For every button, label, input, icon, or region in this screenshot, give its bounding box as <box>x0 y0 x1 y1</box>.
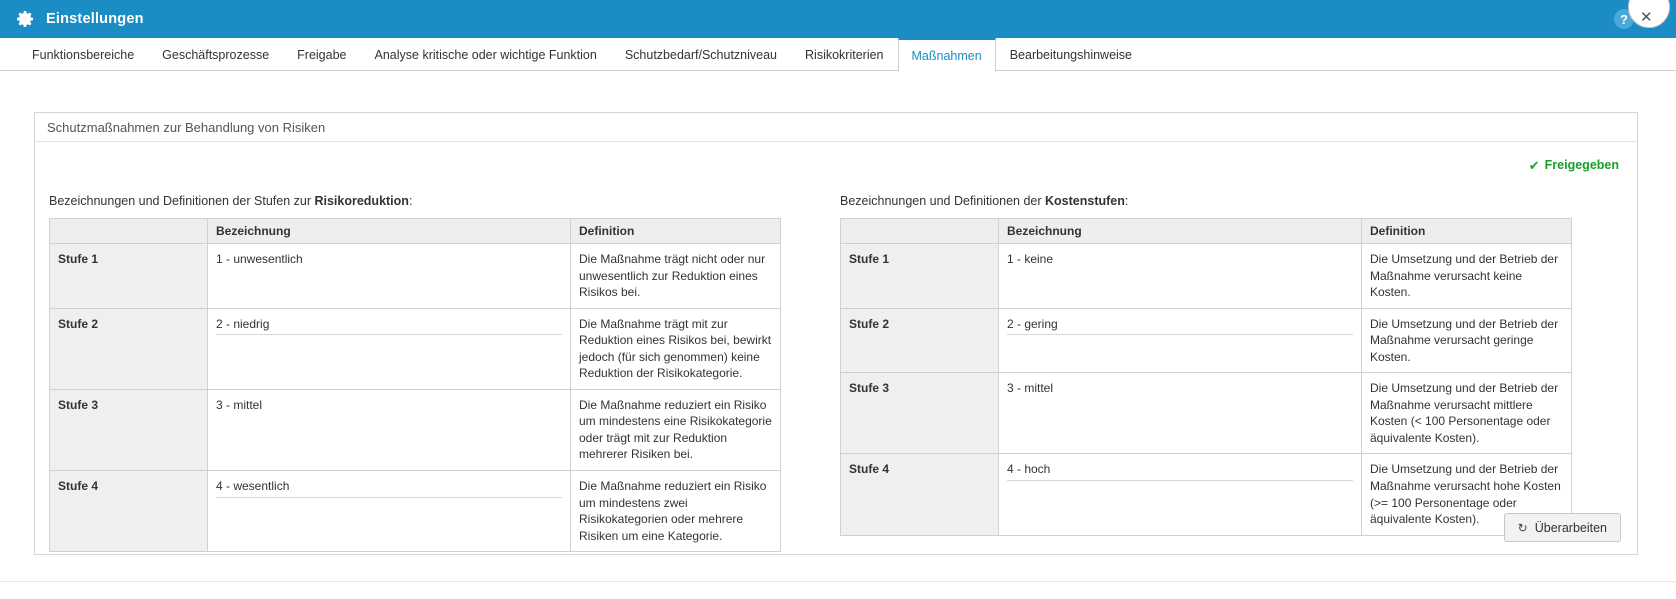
kostenstufen-caption <box>840 194 1637 208</box>
tab-massnahmen[interactable]: Maßnahmen <box>898 38 996 72</box>
tab-funktionsbereiche[interactable]: Funktionsbereiche <box>32 48 135 62</box>
caption-suffix: : <box>1124 194 1129 208</box>
cell-bezeichnung[interactable] <box>208 244 571 309</box>
caption-bold: Risikoreduktion <box>314 194 409 208</box>
window-bottom-strip <box>0 581 1676 599</box>
cell-stufe: Stufe 1 <box>50 244 208 309</box>
table-row <box>841 308 1572 373</box>
tab-list <box>18 38 1146 71</box>
cell-definition: Die Umsetzung und der Betrieb der Maßnahme verursacht keine Kosten. <box>1362 244 1572 309</box>
cell-bezeichnung[interactable] <box>999 373 1362 454</box>
cell-bezeichnung[interactable] <box>999 454 1362 535</box>
status-badge <box>1529 158 1619 172</box>
cell-definition: Die Maßnahme trägt nicht oder nur unwesentlich zur Reduktion eines Risikos bei. <box>571 244 781 309</box>
table-row <box>50 389 781 470</box>
col-header-stufe <box>841 219 999 244</box>
col-header-bezeichnung: Bezeichnung <box>999 219 1362 244</box>
status-label: Freigegeben <box>1544 158 1619 172</box>
table-row <box>841 373 1572 454</box>
bezeichnung-value: 1 - keine <box>1007 252 1054 266</box>
tab-bar <box>0 38 1676 71</box>
ueberarbeiten-label: Überarbeiten <box>1534 520 1607 535</box>
bezeichnung-value: 1 - unwesentlich <box>216 252 303 266</box>
cell-definition: Die Maßnahme reduziert ein Risiko um mindestens eine Risikokategorie oder trägt mit zur Reduktion mehrerer Risiken bei. <box>571 389 781 470</box>
cell-stufe: Stufe 2 <box>841 308 999 373</box>
col-header-definition: Definition <box>1362 219 1572 244</box>
bezeichnung-value: 4 - hoch <box>1007 461 1353 481</box>
cell-stufe: Stufe 1 <box>841 244 999 309</box>
ueberarbeiten-button[interactable] <box>1504 513 1621 542</box>
cell-bezeichnung[interactable] <box>999 308 1362 373</box>
bezeichnung-value: 4 - wesentlich <box>216 478 562 498</box>
tab-analyse-kritische-funktion[interactable]: Analyse kritische oder wichtige Funktion <box>374 48 597 62</box>
tab-risikokriterien[interactable]: Risikokriterien <box>805 48 884 62</box>
tab-schutzbedarf-schutzniveau[interactable]: Schutzbedarf/Schutzniveau <box>624 48 778 62</box>
cell-stufe: Stufe 3 <box>841 373 999 454</box>
cell-definition: Die Umsetzung und der Betrieb der Maßnahme verursacht geringe Kosten. <box>1362 308 1572 373</box>
check-icon: ✔ <box>1528 157 1540 173</box>
caption-suffix: : <box>408 194 413 208</box>
risikoreduktion-caption <box>49 194 840 208</box>
tab-freigabe[interactable]: Freigabe <box>297 48 347 62</box>
cell-stufe: Stufe 2 <box>50 308 208 389</box>
cell-stufe: Stufe 3 <box>50 389 208 470</box>
table-row <box>50 471 781 552</box>
bezeichnung-value: 2 - gering <box>1007 316 1353 336</box>
kostenstufen-section <box>840 194 1637 552</box>
gear-icon <box>14 8 36 30</box>
bezeichnung-value: 2 - niedrig <box>216 316 562 336</box>
kostenstufen-table <box>840 218 1572 536</box>
tables-container <box>35 194 1637 552</box>
cell-definition: Die Umsetzung und der Betrieb der Maßnahme verursacht mittlere Kosten (< 100 Personentage oder äquivalente Kosten). <box>1362 373 1572 454</box>
table-row <box>841 244 1572 309</box>
content-panel <box>34 112 1638 555</box>
refresh-icon: ↻ <box>1517 520 1528 535</box>
caption-prefix: Bezeichnungen und Definitionen der Stufen zur <box>49 194 315 208</box>
cell-definition: Die Umsetzung und der Betrieb der Maßnahme verursacht hohe Kosten (>= 100 Personentage oder äquivalente Kosten). <box>1362 454 1572 535</box>
cell-stufe: Stufe 4 <box>841 454 999 535</box>
risikoreduktion-table <box>49 218 781 552</box>
panel-header <box>35 113 1637 142</box>
window-title: Einstellungen <box>46 11 144 27</box>
cell-bezeichnung[interactable] <box>208 389 571 470</box>
table-header-row <box>841 219 1572 244</box>
caption-bold: Kostenstufen <box>1045 194 1125 208</box>
cell-definition: Die Maßnahme reduziert ein Risiko um mindestens zwei Risikokategorien oder mehrere Risiken um eine Kategorie. <box>571 471 781 552</box>
col-header-definition: Definition <box>571 219 781 244</box>
window-titlebar <box>0 0 1676 38</box>
page-title: Schutzmaßnahmen zur Behandlung von Risiken <box>47 119 326 135</box>
bezeichnung-value: 3 - mittel <box>216 397 263 412</box>
close-icon: ✕ <box>1640 9 1653 26</box>
cell-definition: Die Maßnahme trägt mit zur Reduktion eines Risikos bei, bewirkt jedoch (für sich genommen) keine Reduktion der Risikokategorie. <box>571 308 781 389</box>
cell-bezeichnung[interactable] <box>208 471 571 552</box>
col-header-stufe <box>50 219 208 244</box>
panel-body <box>35 142 1637 554</box>
cell-bezeichnung[interactable] <box>999 244 1362 309</box>
bezeichnung-value: 3 - mittel <box>1007 381 1054 396</box>
tab-geschaeftsprozesse[interactable]: Geschäftsprozesse <box>162 48 270 62</box>
help-icon[interactable]: ? <box>1614 9 1634 29</box>
cell-stufe: Stufe 4 <box>50 471 208 552</box>
tab-bearbeitungshinweise[interactable]: Bearbeitungshinweise <box>1009 48 1133 62</box>
col-header-bezeichnung: Bezeichnung <box>208 219 571 244</box>
cell-bezeichnung[interactable] <box>208 308 571 389</box>
table-row <box>50 244 781 309</box>
risikoreduktion-section <box>35 194 840 552</box>
table-header-row <box>50 219 781 244</box>
table-row <box>841 454 1572 535</box>
caption-prefix: Bezeichnungen und Definitionen der <box>840 194 1046 208</box>
table-row <box>50 308 781 389</box>
